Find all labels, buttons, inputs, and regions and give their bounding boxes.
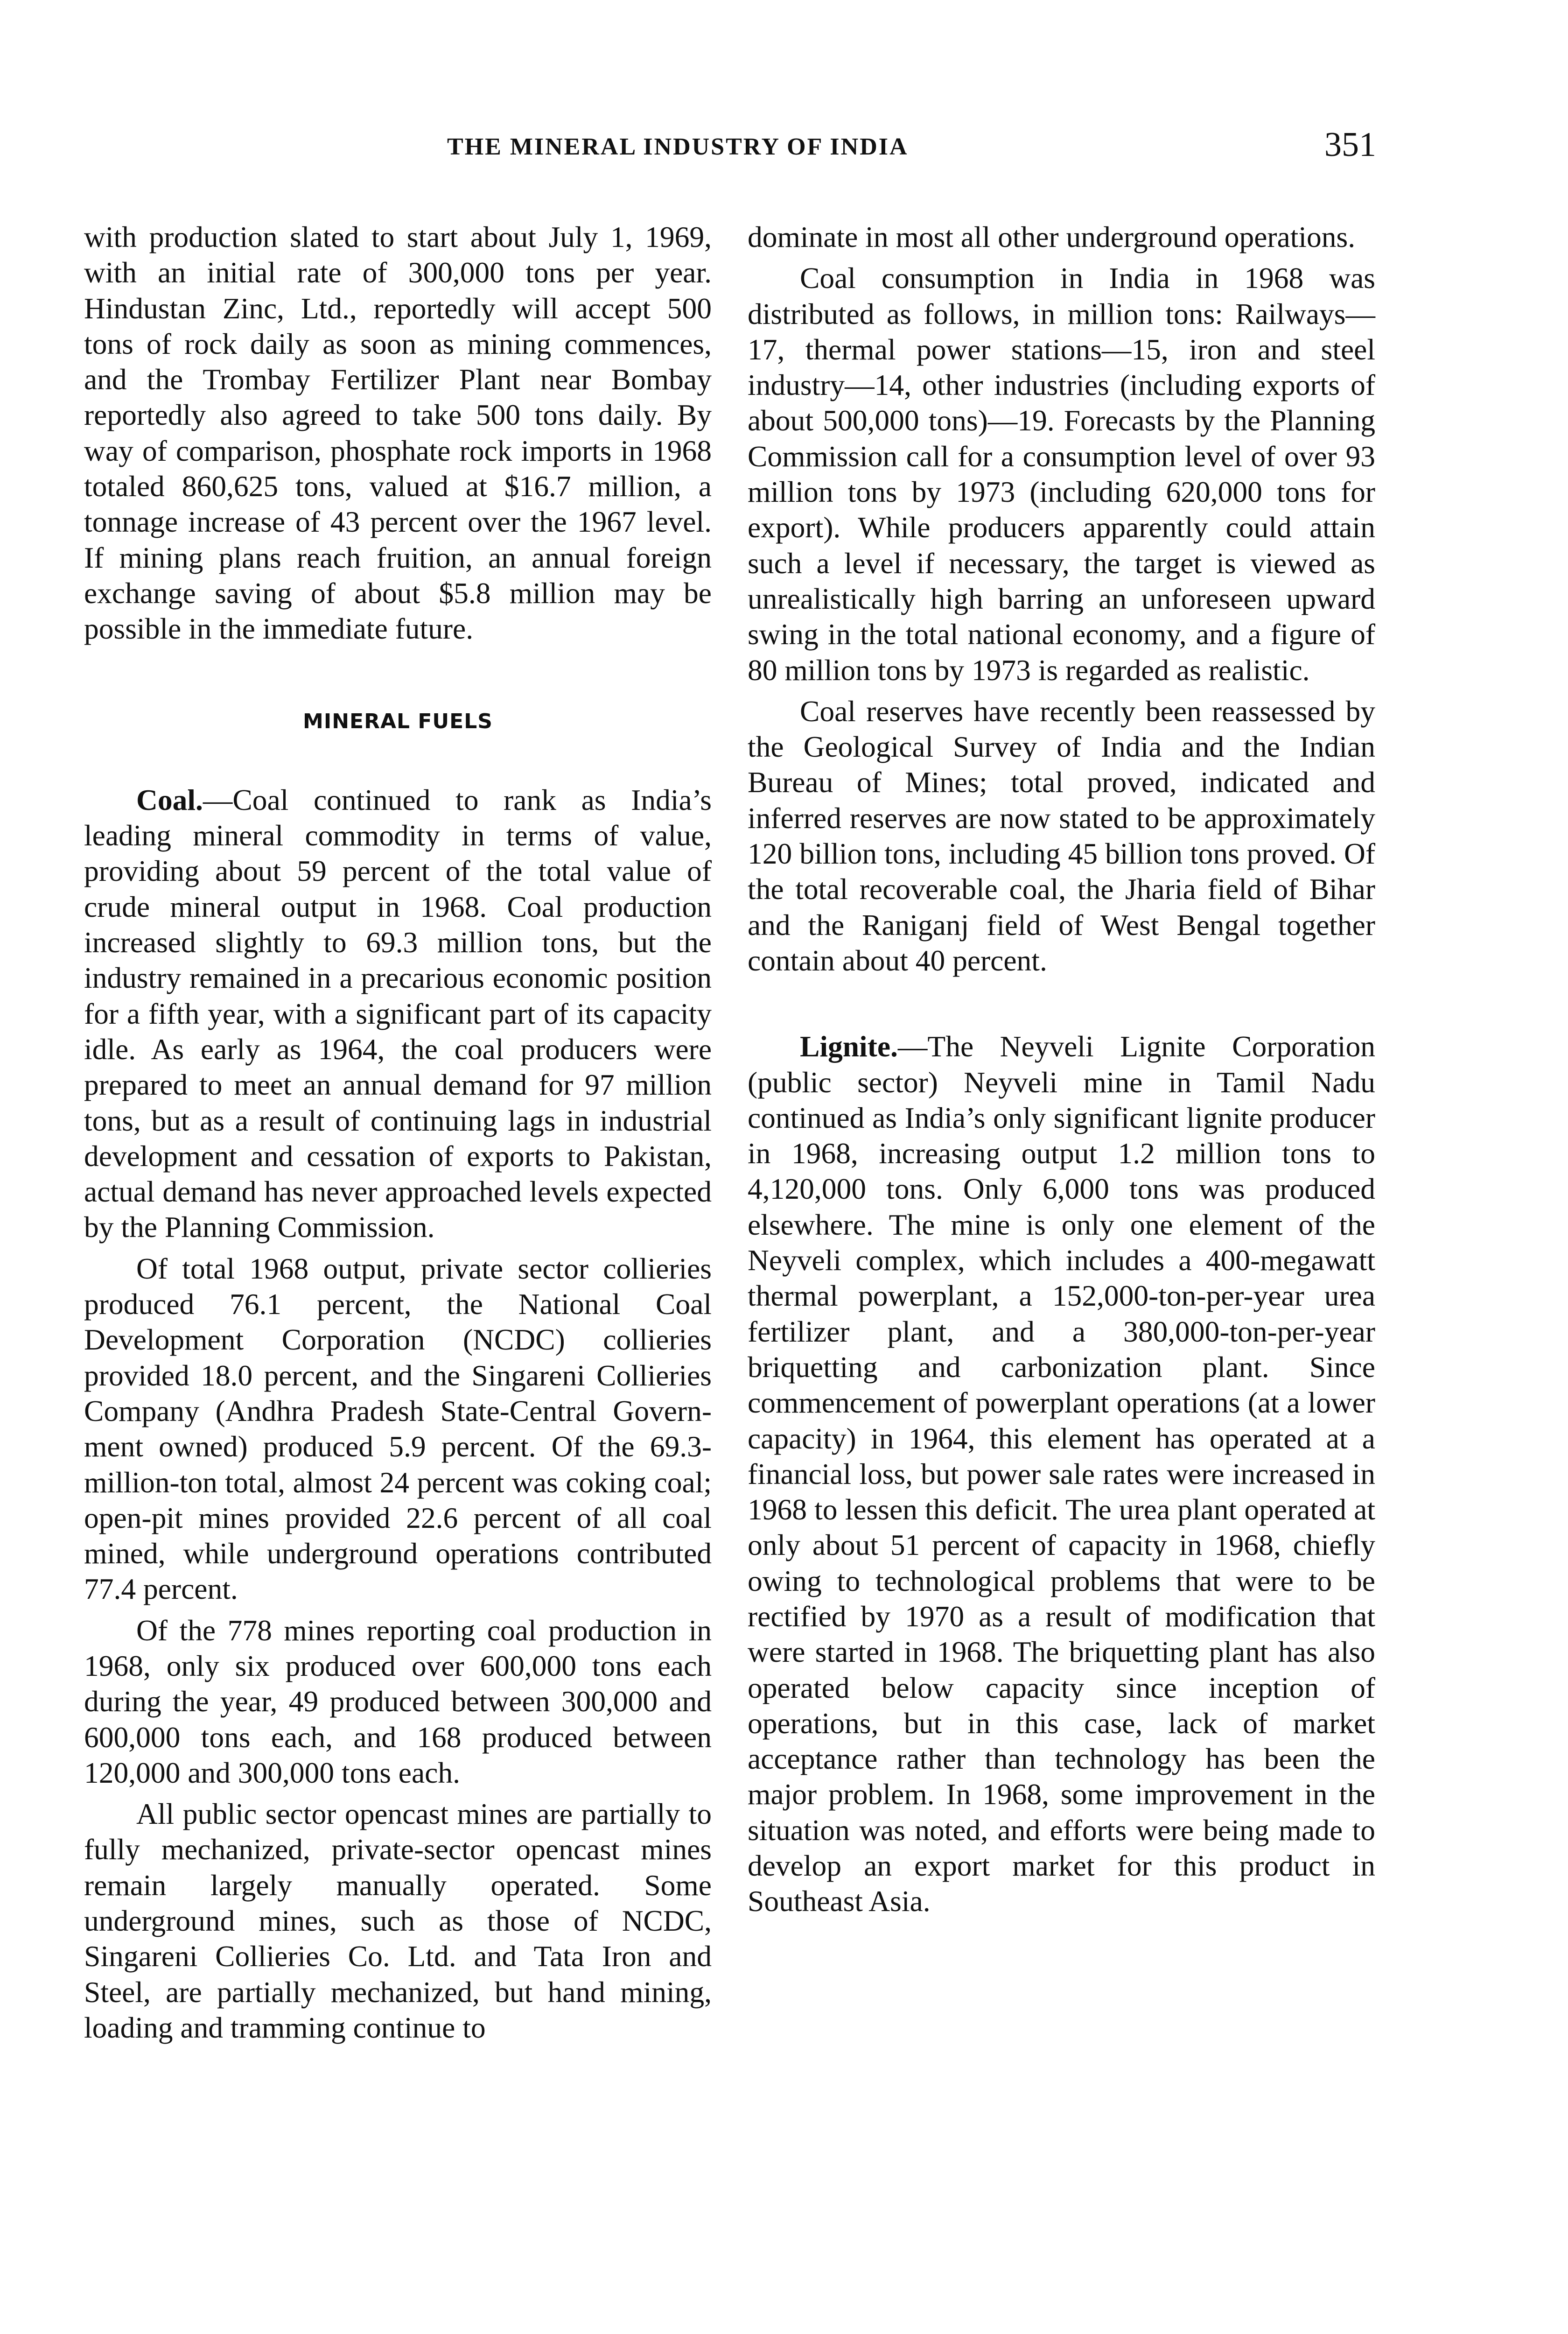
paragraph-text: —The Neyveli Lignite Corporation (public sector) Neyveli mine in Tamil Nadu continued as India’s only significant lignite producer in 1968, increasing output 1.2 million tons to 4,120,000 tons. Only 6,000 tons was produced elsewhere. The mine is only one element of the Neyveli complex, which includes a 400-megawatt thermal powerplant, a 152,000-ton-per-year urea fertilizer plant, and a 380,000-ton-per-year briquetting and carbonization plant. Since commencement of powerplant operations (at a lower capacity) in 1964, this element has operated at a financial loss, but power sale rates were increased in 1968 to lessen this deficit. The urea plant operated at only about 51 percent of capacity in 1968, chiefly owing to technological problems that were to be rectified by 1970 as a result of modification that were started in 1968. The briquetting plant has also operated below capacity since inception of operations, but in this case, lack of market acceptance rather than technology has been the major problem. In 1968, some improvement in the situation was noted, and efforts were being made to develop an export market for this product in Southeast Asia. (748, 1030, 1375, 1918)
paragraph: dominate in most all other underground operations. (748, 220, 1356, 253)
paragraph: Of total 1968 output, private sector collieries produced 76.1 percent, the National Coal Development Corporation (NCDC) collieries provided 18.0 percent, and the Singareni Collieries Company (Andhra Pradesh State-Central Government owned) produced 5.9 percent. Of the 69.3-million-ton total, almost 24 percent was coking coal; open-pit mines provided 22.6 percent of all coal mined, while underground operations contributed 77.4 percent. (84, 1251, 712, 1606)
page-number: 351 (1324, 126, 1376, 164)
run-in-heading-lignite: Lignite. (800, 1030, 898, 1063)
paragraph: Coal reserves have recently been reassessed by the Geological Survey of India and the Indian Bureau of Mines; total proved, indicated and inferred reserves are now stated to be approximately 120 billion tons, including 45 billion tons proved. Of the total recoverable coal, the Jharia field of Bihar and the Raniganj field of West Bengal together contain about 40 percent. (748, 694, 1375, 977)
running-head: THE MINERAL INDUSTRY OF INDIA (447, 134, 909, 160)
paragraph-coal (84, 782, 712, 1245)
section-heading-mineral-fuels: MINERAL FUELS (303, 709, 493, 733)
left-column (84, 219, 712, 2046)
paragraph: with production slated to start about July 1, 1969, with an initial rate of 300,000 tons per year. Hindustan Zinc, Ltd., reportedly will accept 500 tons of rock daily as soon as mining commences, and the Trombay Fertilizer Plant near Bombay reportedly also agreed to take 500 tons daily. By way of comparison, phosphate rock imports in 1968 totaled 860,625 tons, valued at $16.7 million, a tonnage increase of 43 percent over the 1967 level. If mining plans reach fruition, an annual foreign exchange saving of about $5.8 million may be possible in the immediate future. (84, 220, 712, 646)
paragraph: Coal consumption in India in 1968 was distributed as follows, in million tons: Railways—17, thermal power stations—15, iron and steel industry—14, other industries (including exports of about 500,000 tons)—19. Forecasts by the Planning Commission call for a consumption level of over 93 million tons by 1973 (including 620,000 tons for export). While producers apparently could attain such a level if necessary, the target is viewed as unrealistically high barring an unforeseen upward swing in the total national economy, and a figure of 80 million tons by 1973 is regarded as realistic. (748, 261, 1375, 687)
paragraph-lignite (748, 1029, 1375, 1919)
right-column (748, 219, 1375, 1919)
run-in-heading-coal: Coal. (136, 783, 203, 816)
paragraph: Of the 778 mines reporting coal production in 1968, only six produced over 600,000 tons each during the year, 49 produced between 300,000 and 600,000 tons each, and 168 produced between 120,000 and 300,000 tons each. (84, 1613, 712, 1789)
paragraph: All public sector opencast mines are partially to fully mechanized, private-sector opencast mines remain largely manually operated. Some underground mines, such as those of NCDC, Singareni Collieries Co. Ltd. and Tata Iron and Steel, are partially mechanized, but hand mining, loading and tramming continue to (84, 1797, 712, 2044)
paragraph-text: —Coal continued to rank as India’s leading mineral commodity in terms of value, providing about 59 percent of the total value of crude mineral output in 1968. Coal production increased slightly to 69.3 million tons, but the industry remained in a precarious economic position for a fifth year, with a significant part of its capacity idle. As early as 1964, the coal producers were prepared to meet an annual demand for 97 million tons, but as a result of continuing lags in industrial development and cessation of exports to Pakistan, actual demand has never approached levels expected by the Planning Commission. (84, 783, 712, 1244)
